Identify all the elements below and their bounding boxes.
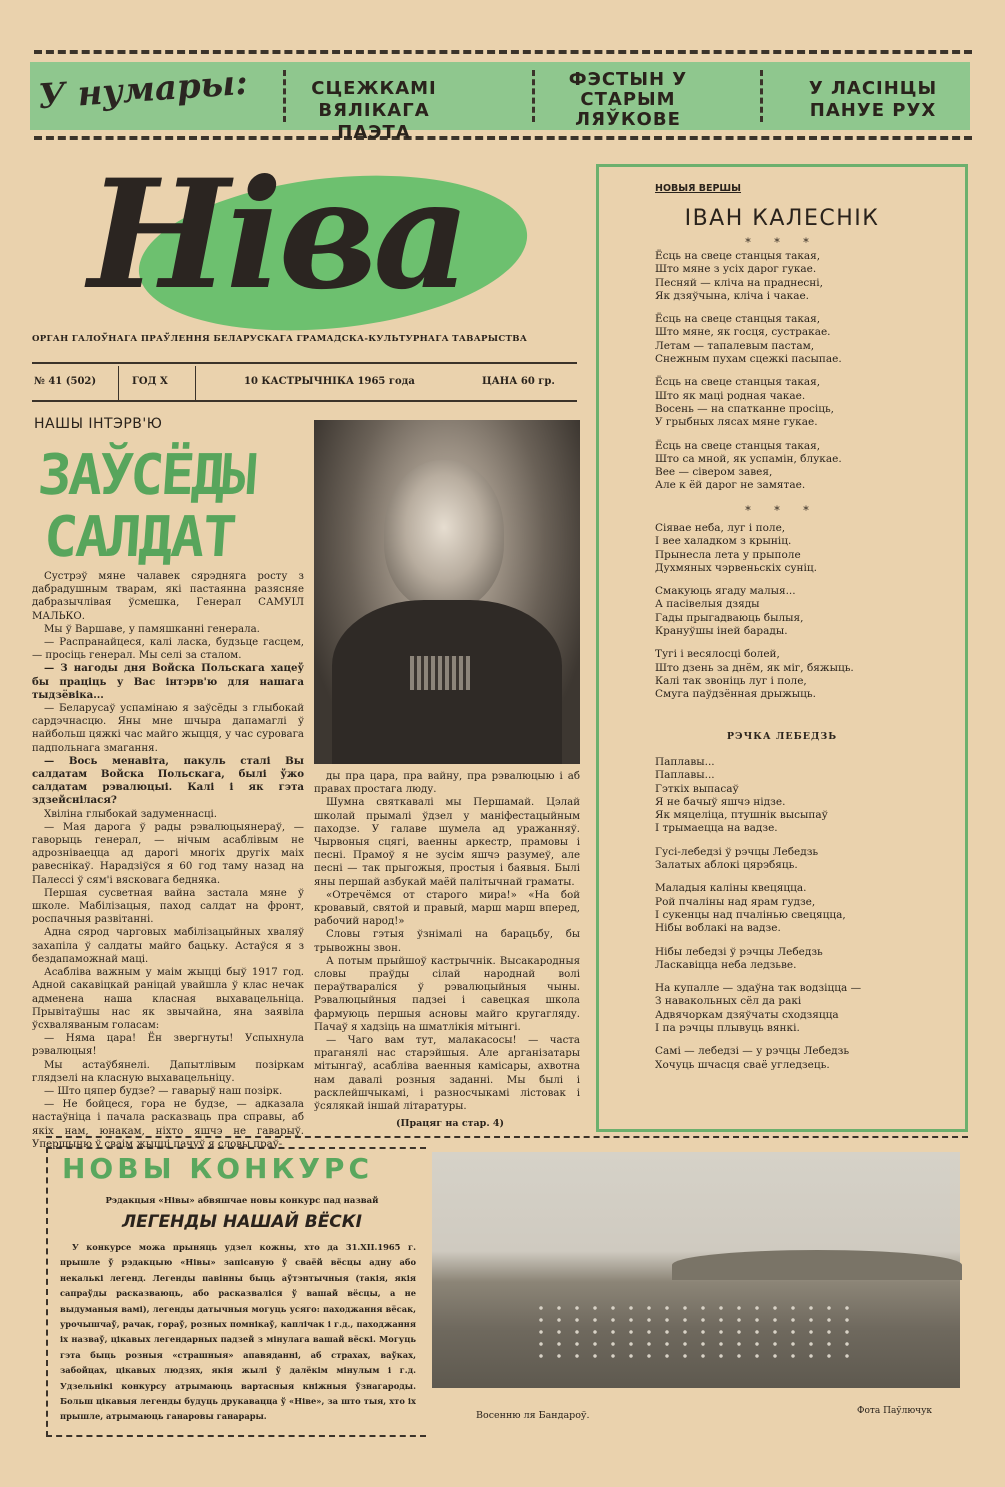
interview-paragraph: Мы ў Варшаве, у памяшканні генерала. bbox=[44, 623, 260, 635]
contest-top-rule bbox=[46, 1136, 968, 1138]
issue-year: ГОД X bbox=[132, 376, 168, 387]
interview-paragraph: Першая сусветная вайна застала мяне ў школе. Мабілізацыя, паход салдат на фронт, роспачныя развітанні. bbox=[32, 887, 304, 926]
interview-headline-2: САЛДАТ bbox=[41, 505, 237, 570]
contest-name: ЛЕГЕНДЫ НАШАЙ ВЁСКІ bbox=[121, 1212, 363, 1232]
continued-note[interactable]: (Працяг на стар. 4) bbox=[396, 1118, 505, 1129]
interview-paragraph: — Не бойцеся, гора не будзе, — адказала настаўніца і пачала расказваць пра справы, аб якіх нам, юнакам, ніхто яшчэ не гаварыў. Упершыню ў сваім жыцці пачуў я словы праў- bbox=[32, 1099, 304, 1150]
poem-line: Што мяне, як госця, сустракае. bbox=[655, 326, 831, 339]
portrait-face bbox=[384, 460, 504, 610]
poem-meadow bbox=[655, 522, 955, 712]
masthead-divider bbox=[118, 366, 119, 400]
poem-line: І па рэчцы плывуць вянкі. bbox=[655, 1022, 800, 1035]
poem-line: Паплавы... bbox=[655, 769, 715, 782]
banner-divider bbox=[760, 70, 764, 122]
interview-headline-1: ЗАЎСЁДЫ bbox=[35, 443, 256, 508]
poem-line: І трымаецца на вадзе. bbox=[655, 822, 778, 835]
interview-paragraph: — Распранайцеся, калі ласка, будзьце гасцем, — просіць генерал. Мы селі за сталом. bbox=[32, 637, 304, 662]
general-portrait-photo bbox=[314, 420, 580, 764]
interview-paragraph: — З нагоды дня Войска Польскага хацеў бы праціць у Вас інтэрв'ю для нашага тыдзёвіка... bbox=[32, 662, 304, 701]
poem-line: Паплавы... bbox=[655, 756, 715, 768]
issue-number: № 41 (502) bbox=[34, 376, 97, 387]
poem-line: У грыбных лясах мяне гукае. bbox=[655, 416, 818, 429]
poem-line: Летам — тапалевым пастам, bbox=[655, 339, 815, 352]
poem-line: Ёсць на свеце станцыя такая, bbox=[655, 376, 821, 389]
banner-topic-1[interactable]: СЦЕЖКАМІ ВЯЛІКАГА ПАЭТА bbox=[311, 78, 437, 143]
poem-line: І сукенцы над пчалінью свецяцца, bbox=[655, 908, 846, 921]
poem-line: На купалле — здаўна так водзіцца — bbox=[655, 982, 862, 995]
interview-paragraph: — Вось менавіта, пакуль сталі Вы салдатам Войска Польскага, былі ўжо салдатам рэвалюцыі. Калі і як гэта здзейснілася? bbox=[32, 754, 304, 807]
poem-line: Вее — сівером завея, bbox=[655, 466, 773, 479]
banner-label: У нумары: bbox=[36, 62, 249, 118]
poem-line: Прынесла лета у прыполе bbox=[655, 548, 801, 561]
photo-hill bbox=[672, 1250, 962, 1280]
poem-line: Але к ёй дарог не замятае. bbox=[655, 479, 806, 492]
poem-line: Хочуць шчасця сваё угледзець. bbox=[655, 1058, 830, 1071]
poem-line: Ёсць на свеце станцыя такая, bbox=[655, 313, 821, 326]
banner-divider bbox=[283, 70, 287, 122]
poem-stanza bbox=[655, 440, 955, 493]
poem-line: Што дзень за днём, як міг, бяжыць. bbox=[655, 661, 854, 674]
poem-stanza bbox=[655, 522, 955, 575]
interview-paragraph: Словы гэтыя ўзнімалі на барацьбу, бы трывожны звон. bbox=[314, 929, 580, 954]
interview-paragraph: — Што цяпер будзе? — гаварыў наш позірк. bbox=[44, 1085, 283, 1097]
interview-paragraph: — Няма цара! Ён звергнуты! Успыхнула рэвалюцыя! bbox=[32, 1033, 304, 1058]
poem-line: Крануўшы іней барады. bbox=[655, 625, 788, 638]
poem-stanza bbox=[655, 846, 955, 873]
poem-line: Як мяцеліца, птушнік высыпаў bbox=[655, 809, 828, 822]
poem-line: Як дзяўчына, кліча і чакае. bbox=[655, 289, 810, 302]
poem-stanza bbox=[655, 376, 955, 429]
interview-rubric: НАШЫ ІНТЭРВ'Ю bbox=[34, 416, 163, 432]
interview-right-column bbox=[314, 770, 580, 1113]
interview-paragraph: А потым прыйшоў кастрычнік. Высакародныя словы праўды сілай народнай волі пераўтвараліся ў рэвалюцыйныя чыны. Рэвалюцыйныя падзеі і савецкая школа фармуюць першыя асновы майго кругагляду. Пачаў я хадзіць на шматлікія мітынгі. bbox=[314, 955, 580, 1033]
poem-line: Нібы воблакі на вадзе. bbox=[655, 922, 781, 935]
contest-intro: Рэдакцыя «Нівы» абвяшчае новы конкурс пад назвай bbox=[105, 1196, 379, 1206]
interview-paragraph: Адна сярод чарговых мабілізацыйных хваляў захапіла ў салдаты майго бацьку. Астаўся я з бездапаможнай маці. bbox=[32, 927, 304, 965]
poem-line: З навакольных сёл да ракі bbox=[655, 995, 802, 1008]
poem-line: Што як маці родная чакае. bbox=[655, 389, 806, 402]
poem-line: Я не бачыў яшчэ нідзе. bbox=[655, 795, 786, 808]
poem-line: Маладыя каліны квецяцца. bbox=[655, 882, 807, 895]
interview-left-column bbox=[32, 570, 304, 1150]
interview-paragraph: — Мая дарога ў рады рэвалюцыянераў, — гаворыць генерал, — нічым асаблівым не адрозніваецца ад дарогі многіх другіх маіх равеснікаў. Нарадзіўся я 60 год таму назад на Палессі ў сям'і вясковага бедняка. bbox=[32, 821, 304, 886]
poem-line: Калі так звоніць луг і поле, bbox=[655, 674, 807, 687]
poem-line: Што мяне з усіх дарог гукае. bbox=[655, 263, 817, 276]
poem-line: Смакуюць ягаду малыя... bbox=[655, 585, 796, 598]
poem-stanza bbox=[655, 648, 955, 701]
interview-paragraph: Хвіліна глыбокай задуменнасці. bbox=[44, 808, 217, 820]
banner-topic-3[interactable]: У ЛАСІНЦЫ ПАНУЕ РУХ bbox=[808, 78, 938, 121]
poem-line: Ёсць на свеце станцыя такая, bbox=[655, 250, 821, 262]
poem-line: Ласкавіцца неба ледзьве. bbox=[655, 958, 797, 971]
poem-line: Тугі і весялосці болей, bbox=[655, 648, 780, 661]
poem-line: Смуга паўдзённая дрыжыць. bbox=[655, 688, 816, 701]
masthead-divider bbox=[195, 366, 196, 400]
poem-stanza bbox=[655, 756, 955, 836]
poem-stanza bbox=[655, 982, 955, 1035]
poem-line: Гэткіх выпасаў bbox=[655, 782, 739, 795]
interview-paragraph: Асабліва важным у маім жыцці быў 1917 год. Адной сакавіцкай раніцай увайшла ў клас нечак адменена наша класная выхавацельніца. Прывітаўшы нас як звычайна, яна заявіла ўсхваляваным голасам: bbox=[32, 967, 304, 1031]
poem-line: Снежным пухам сцежкі пасыпае. bbox=[655, 353, 842, 366]
poem-stanza bbox=[655, 313, 955, 366]
poem-stanza bbox=[655, 882, 955, 935]
poem-line: Духмяных чэрвеньскіх суніц. bbox=[655, 561, 817, 574]
poem-line: Сіявае неба, луг і поле, bbox=[655, 522, 786, 534]
banner-divider bbox=[532, 70, 536, 122]
poem-station bbox=[655, 250, 955, 503]
portrait-medals bbox=[410, 656, 470, 690]
poem-line: А пасівелыя дзяды bbox=[655, 598, 760, 611]
poem-line: Восень — на спатканне просіць, bbox=[655, 402, 835, 415]
contest-body: У конкурсе можа прыняць удзел кожны, хто да 31.XII.1965 г. прышле ў рэдакцыю «Нівы» запісаную ў сваёй вёсцы адну або некалькі легенд. Легенды павінны быць аўтэнтычныя (такія, якія сапраўды расказваюць, або расказваліся ў вашай вёсцы, а не выдуманыя вамі), легенды датычныя могуць усяго: паходжання вёсак, урочышчаў, рачак, гораў, розных помнікаў, каплічак і г.д., паходжання іх назваў, цікавых легендарных падзей з мінулага вашай вёскі. Могуць гэта быць розныя «страшныя» апавяданні, аб страхах, ваўках, забойцах, цікавых людзях, якія жылі ў далёкім мінулым і г.д. Удзельнікі конкурсу атрымаюць вартасныя кніжныя ўзнагароды. Больш цікавыя легенды будуць друкавацца ў «Ніве», за што тыя, хто іх прышле, атрымаюць ганаровы ганарары. bbox=[60, 1242, 416, 1422]
photo-credit: Фота Паўлючук bbox=[857, 1406, 933, 1416]
issue-price: ЦАНА 60 гр. bbox=[482, 376, 555, 387]
poem-title-lebedz: РЭЧКА ЛЕБЕДЗЬ bbox=[726, 731, 838, 742]
poem-line: Адвячоркам дзяўчаты сходзяцца bbox=[655, 1008, 839, 1021]
poetry-rubric: НОВЫЯ ВЕРШЫ bbox=[655, 183, 742, 194]
interview-paragraph: Шумна святкавалі мы Першамай. Цэлай школай прымалі ўдзел у маніфестацыйным паходзе. У галаве шумела ад уражанняў. Чырвоныя сцягі, ваенны аркестр, прамовы і песні. Прамоў я не зусім яшчэ разумеў, але песні — так прыгожыя, простыя і баявыя. Былі яны першай азбукай маёй палітычнай граматы. bbox=[314, 797, 580, 888]
photo-flock bbox=[532, 1302, 852, 1362]
poem-stanza bbox=[655, 585, 955, 638]
poem-line: Песняй — кліча на праднесні, bbox=[655, 276, 824, 289]
poem-stanza bbox=[655, 1045, 955, 1072]
poem-line: Рой пчаліны над ярам гудзе, bbox=[655, 895, 816, 908]
masthead-rule-bottom bbox=[32, 400, 577, 402]
poem-separator: * * * bbox=[745, 236, 819, 249]
poem-line: Гусі-лебедзі ў рэчцы Лебедзь bbox=[655, 845, 819, 858]
photo-caption: Восенню ля Бандароў. bbox=[476, 1410, 590, 1421]
interview-paragraph: Сустрэў мяне чалавек сярэдняга росту з дабрадушным тварам, які пастаянна разясняе дабразычлівая ўсмешка, Генерал САМУІЛ МАЛЬКО. bbox=[32, 571, 304, 622]
banner-bottom-rule bbox=[34, 136, 972, 140]
landscape-photo bbox=[432, 1152, 960, 1388]
poem-line: Залатых аблокі цярэбяць. bbox=[655, 859, 798, 872]
masthead-rule-top bbox=[32, 362, 577, 364]
contest-title: НОВЫ КОНКУРС bbox=[62, 1152, 374, 1185]
issue-date: 10 КАСТРЫЧНІКА 1965 года bbox=[244, 376, 415, 387]
interview-paragraph: — Чаго вам тут, малакасосы! — часта праганялі нас старэйшыя. Але арганізатары мітынгаў, асабліва ваенныя камісары, ахвотна нам давалі розныя заданні. Мы былі і расклейшчыкамі, і разносчыкамі лістовак і ўсялякай іншай літаратуры. bbox=[314, 1035, 580, 1113]
poem-line: Нібы лебедзі ў рэчцы Лебедзь bbox=[655, 945, 823, 958]
poem-stanza bbox=[655, 946, 955, 973]
masthead-subtitle: ОРГАН ГАЛОЎНАГА ПРАЎЛЕННЯ БЕЛАРУСКАГА ГРАМАДСКА-КУЛЬТУРНАГА ТАВАРЫСТВА bbox=[32, 334, 528, 344]
poem-line: Што са мной, як успамін, блукае. bbox=[655, 452, 842, 465]
poem-lebedz bbox=[655, 756, 955, 1082]
poem-line: Ёсць на свеце станцыя такая, bbox=[655, 439, 821, 452]
poem-stanza bbox=[655, 250, 955, 303]
interview-paragraph: «Отречёмся от старого мира!» «На бой кровавый, святой и правый, марш марш вперед, рабочий народ!» bbox=[314, 889, 580, 928]
poem-line: Гады прыгадваюць былыя, bbox=[655, 611, 804, 624]
interview-paragraph: — Беларусаў успамінаю я заўсёды з глыбокай сардэчнасцю. Яны мне шчыра дапамаглі ў найбольш цяжкі час майго жыцця, у час суровага падпольнага змагання. bbox=[32, 703, 304, 754]
poem-line: І вее халадком з крыніц. bbox=[655, 535, 792, 548]
banner-topic-2[interactable]: ФЭСТЫН У СТАРЫМ ЛЯЎКОВЕ bbox=[568, 69, 688, 130]
poem-line: Самі — лебедзі — у рэчцы Лебедзь bbox=[655, 1045, 850, 1058]
poem-separator: * * * bbox=[745, 504, 819, 517]
interview-paragraph: Мы астаўбянелі. Дапытлівым позіркам глядзелі на класную выхавацельніцу. bbox=[32, 1059, 304, 1084]
banner-top-rule bbox=[34, 50, 972, 54]
poet-name: ІВАН КАЛЕСНІК bbox=[684, 206, 880, 231]
newspaper-logo: Ніва bbox=[88, 147, 467, 323]
interview-paragraph: ды пра цара, пра вайну, пра рэвалюцыю і аб правах простага люду. bbox=[314, 771, 580, 796]
